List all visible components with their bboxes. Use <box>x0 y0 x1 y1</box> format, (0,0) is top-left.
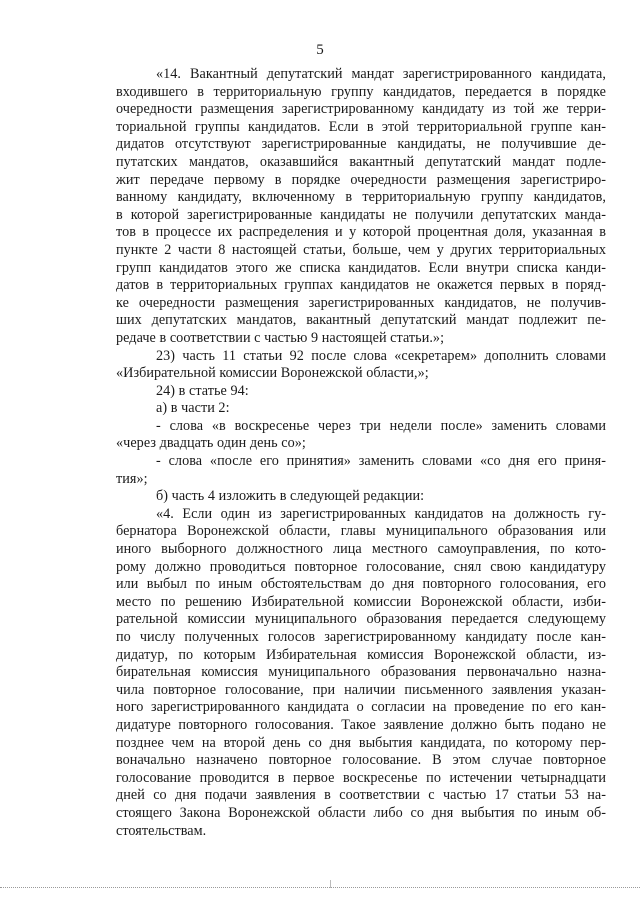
text-line: - слова «в воскресенье через три недели после» заменить словами <box>156 417 606 434</box>
text-line: групп кандидатов этого же списка кандидатов. Если внутри списка канди- <box>116 259 606 276</box>
text-line: 23) часть 11 статьи 92 после слова «секретарем» дополнить словами <box>156 347 606 364</box>
text-line: очередности размещения зарегистрированному кандидату из той же терри- <box>116 101 606 118</box>
text-line: позднее чем на второй день со дня выбытия кандидата, по которому пер- <box>116 734 606 751</box>
text-line: стоятельствам. <box>116 822 207 839</box>
text-line: ванному кандидату, включенному в территориальную группу кандидатов, <box>116 189 606 206</box>
text-line: чила повторное голосование, при наличии письменного заявления указан- <box>116 681 606 698</box>
text-line: «4. Если один из зарегистрированных кандидатов на должность гу- <box>156 505 606 522</box>
text-line: дидатуре повторного голосования. Такое заявление должно быть подано не <box>116 716 606 733</box>
text-line: или выбыл по иным обстоятельствам до дня повторного голосования, его <box>116 576 606 593</box>
text-line: стоящего Закона Воронежской области либо со дня выбытия по иным об- <box>116 804 606 821</box>
page-number: 5 <box>316 42 324 58</box>
text-line: рательной комиссии муниципального образования передается следующему <box>116 611 606 628</box>
text-line: ториальной группы кандидатов. Если в этой территориальной группе кан- <box>116 118 606 135</box>
text-line: «через двадцать один день со»; <box>116 435 306 452</box>
text-line: входившего в территориальную группу кандидатов, передается в порядке <box>116 83 606 100</box>
text-line: датов в территориальных группах кандидатов не окажется первых в поряд- <box>116 277 606 294</box>
paragraph-item-24a <box>116 400 606 418</box>
text-line: дидатов отсутствуют зарегистрированные кандидаты, не получившие де- <box>116 136 606 153</box>
text-line: а) в части 2: <box>156 400 230 417</box>
scan-mark <box>330 880 331 888</box>
text-line: 24) в статье 94: <box>156 382 249 399</box>
text-line: б) часть 4 изложить в следующей редакции: <box>156 488 425 505</box>
paragraph-item-24a-1 <box>116 418 606 453</box>
paragraph-para-14 <box>116 66 606 348</box>
text-line: ке очередности размещения зарегистрированных кандидатов, не получив- <box>116 294 606 311</box>
text-line: «14. Вакантный депутатский мандат зарегистрированного кандидата, <box>156 66 606 82</box>
text-line: путатских мандатов, оказавшийся вакантный депутатский мандат подле- <box>116 153 606 170</box>
text-line: дидатур, по которым Избирательная комиссия Воронежской области, из- <box>116 646 606 663</box>
text-line: ного зарегистрированного кандидата о согласии на проведение по его кан- <box>116 699 606 716</box>
text-line: ших депутатских мандатов, вакантный депутатский мандат подлежит пе- <box>116 312 606 329</box>
text-line: жит передаче первому в порядке очередности размещения зарегистриро- <box>116 171 606 188</box>
paragraph-item-23 <box>116 348 606 383</box>
text-line: редаче в соответствии с частью 9 настоящей статьи.»; <box>116 329 445 346</box>
text-line: в которой зарегистрированные кандидаты не получили депутатских манда- <box>116 206 606 223</box>
text-line: тия»; <box>116 470 148 487</box>
text-line: «Избирательной комиссии Воронежской области,»; <box>116 365 429 382</box>
text-line: воначально назначено повторное голосование. В этом случае повторное <box>116 752 606 769</box>
text-line: голосование проводится в первое воскресенье по истечении четырнадцати <box>116 769 606 786</box>
text-line: дней со дня подачи заявления в соответствии с частью 17 статьи 53 на- <box>116 787 606 804</box>
paragraph-item-24 <box>116 383 606 401</box>
text-line: место по решению Избирательной комиссии Воронежской области, изби- <box>116 593 606 610</box>
text-line: бернатора Воронежской области, главы муниципального образования или <box>116 523 606 540</box>
text-line: рому должно проводиться повторное голосование, снял свою кандидатуру <box>116 558 606 575</box>
document-body <box>116 66 606 840</box>
text-line: иного выборного должностного лица местного самоуправления, по кото- <box>116 541 606 558</box>
paragraph-item-24a-2 <box>116 453 606 488</box>
text-line: пункте 2 части 8 настоящей статьи, больше, чем у других территориальных <box>116 241 606 258</box>
text-line: тов в процессе их распределения и у которой процентная доля, указанная в <box>116 224 606 241</box>
text-line: бирательная комиссия муниципального образования первоначально назна- <box>116 664 606 681</box>
paragraph-para-4 <box>116 506 606 840</box>
paragraph-item-24b <box>116 488 606 506</box>
text-line: по числу полученных голосов зарегистрированному кандидату после кан- <box>116 629 606 645</box>
page-bottom-divider <box>0 887 640 888</box>
text-line: - слова «после его принятия» заменить словами «со дня его приня- <box>156 453 606 470</box>
